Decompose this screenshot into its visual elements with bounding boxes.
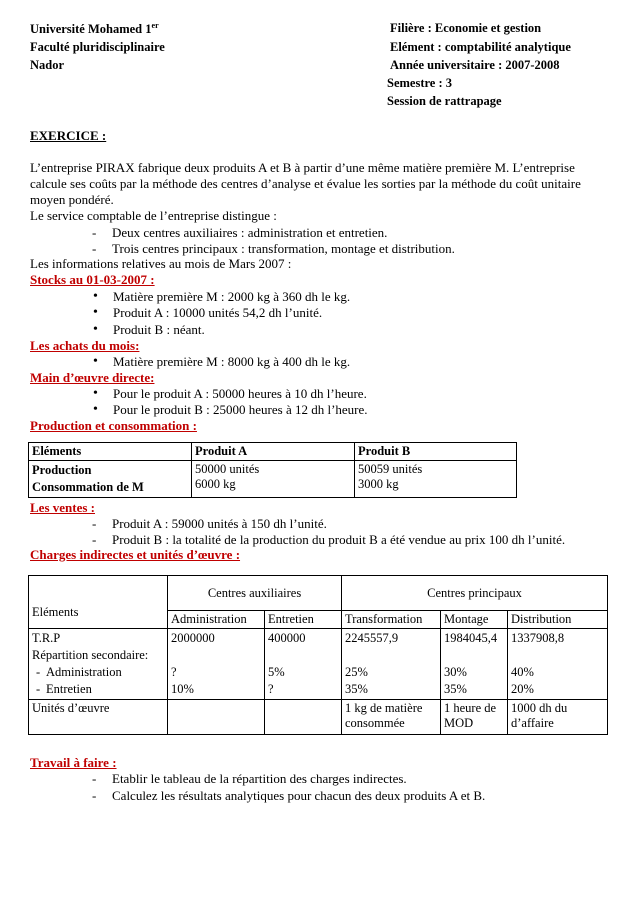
- uo-distribution: 1000 dh du d’affaire: [508, 700, 608, 735]
- col-header: Administration: [168, 611, 265, 629]
- uo-label: Unités d’œuvre: [29, 700, 168, 735]
- transformation-col: 2245557,9 25% 35%: [342, 629, 441, 700]
- stocks-title: Stocks au 01-03-2007 :: [30, 272, 155, 287]
- achats-title: Les achats du mois:: [30, 338, 140, 353]
- achats-item: • Matière première M : 8000 kg à 400 dh le kg.: [113, 354, 350, 370]
- travail-item: - Calculez les résultats analytiques pour chacun des deux produits A et B.: [112, 788, 485, 804]
- table-header: Eléments: [29, 443, 192, 461]
- entretien-col: 400000 5% ?: [265, 629, 342, 700]
- info-line: Les informations relatives au mois de Mars 2007 :: [30, 256, 292, 271]
- filiere: Filière : Economie et gestion: [390, 21, 542, 35]
- table-cell: Production Consommation de M: [29, 461, 192, 498]
- intro-line-1: L’entreprise PIRAX fabrique deux produits A et B à partir d’une même matière première M. L’entreprise: [30, 160, 575, 175]
- travail-title: Travail à faire :: [30, 755, 117, 770]
- table-cell: [265, 700, 342, 735]
- travail-item: - Etablir le tableau de la répartition des charges indirectes.: [112, 771, 407, 787]
- montage-col: 1984045,4 30% 35%: [441, 629, 508, 700]
- table-header: Produit A: [192, 443, 355, 461]
- uo-montage: 1 heure de MOD: [441, 700, 508, 735]
- admin-col: 2000000 ? 10%: [168, 629, 265, 700]
- col-header: Entretien: [265, 611, 342, 629]
- col-header: Transformation: [342, 611, 441, 629]
- stocks-item: • Produit B : néant.: [113, 322, 205, 338]
- city-name: Nador: [30, 58, 65, 72]
- uo-transformation: 1 kg de matière consommée: [342, 700, 441, 735]
- centres-item: - Deux centres auxiliaires : administration et entretien.: [112, 225, 387, 241]
- mod-item: • Pour le produit A : 50000 heures à 10 dh l’heure.: [113, 386, 367, 402]
- stocks-item: • Matière première M : 2000 kg à 360 dh le kg.: [113, 289, 350, 305]
- col-header: Montage: [441, 611, 508, 629]
- faculty-name: Faculté pluridisciplinaire: [30, 40, 165, 54]
- elements-header: Eléments: [29, 576, 168, 629]
- col-header: Distribution: [508, 611, 608, 629]
- table-cell: [168, 700, 265, 735]
- charges-title: Charges indirectes et unités d’œuvre :: [30, 547, 241, 562]
- production-table: [28, 442, 517, 498]
- ventes-item: - Produit A : 59000 unités à 150 dh l’unité.: [112, 516, 327, 532]
- ventes-title: Les ventes :: [30, 500, 95, 515]
- exercice-title: EXERCICE :: [30, 128, 107, 143]
- university-name: Université Mohamed 1er: [30, 21, 159, 37]
- semestre: Semestre : 3: [387, 76, 453, 90]
- princ-header: Centres principaux: [342, 576, 608, 611]
- charges-table: [28, 575, 608, 735]
- centres-item: - Trois centres principaux : transformation, montage et distribution.: [112, 241, 455, 257]
- table-cell: 50059 unités 3000 kg: [355, 461, 517, 498]
- element: Elément : comptabilité analytique: [390, 40, 571, 54]
- mod-item: • Pour le produit B : 25000 heures à 12 dh l’heure.: [113, 402, 368, 418]
- table-cell: 50000 unités 6000 kg: [192, 461, 355, 498]
- intro-line-2: calcule ses coûts par la méthode des centres d’analyse et évalue les sorties par la méthode du coût unitaire: [30, 176, 581, 191]
- row-labels: T.R.P Répartition secondaire: - Administration - Entretien: [29, 629, 168, 700]
- prodcons-title: Production et consommation :: [30, 418, 197, 433]
- intro-line-3: moyen pondéré.: [30, 192, 114, 207]
- mod-title: Main d’œuvre directe:: [30, 370, 155, 385]
- session: Session de rattrapage: [387, 94, 502, 108]
- stocks-item: • Produit A : 10000 unités 54,2 dh l’unité.: [113, 305, 322, 321]
- ventes-item: - Produit B : la totalité de la production du produit B a été vendue au prix 100 dh l’unité.: [112, 532, 565, 548]
- aux-header: Centres auxiliaires: [168, 576, 342, 611]
- table-header: Produit B: [355, 443, 517, 461]
- intro-line-4: Le service comptable de l’entreprise distingue :: [30, 208, 277, 223]
- annee-universitaire: Année universitaire : 2007-2008: [390, 58, 560, 72]
- distribution-col: 1337908,8 40% 20%: [508, 629, 608, 700]
